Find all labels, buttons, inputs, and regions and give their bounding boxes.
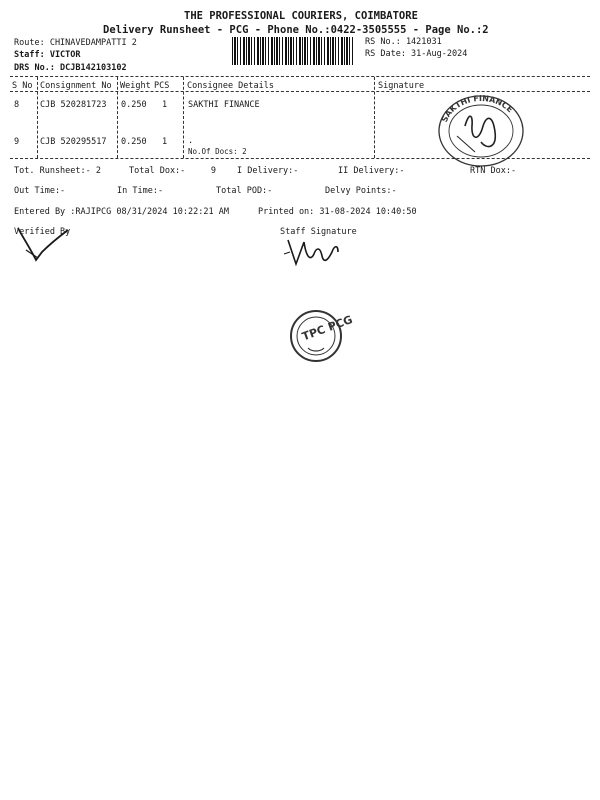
row-weight: 0.250 <box>121 137 147 147</box>
barcode <box>232 37 355 65</box>
tpc-pcg-stamp <box>286 306 355 366</box>
col-header-sno: S No <box>12 81 33 91</box>
row-consignee: . <box>188 136 194 146</box>
verified-by-label: Verified By <box>14 227 71 237</box>
drs-number: DRS No.: DCJB142103102 <box>14 63 127 73</box>
rs-date: RS Date: 31-Aug-2024 <box>365 49 468 59</box>
row-doc-count: No.Of Docs: 2 <box>188 147 247 156</box>
in-time: In Time:- <box>117 186 164 196</box>
entered-by: Entered By :RAJIPCG 08/31/2024 10:22:21 AM <box>14 207 229 217</box>
col-header-weight: Weight <box>120 81 151 91</box>
staff-signature-label: Staff Signature <box>280 227 357 237</box>
rs-number: RS No.: 1421031 <box>365 37 442 47</box>
row-pcs: 1 <box>162 137 168 147</box>
rtn-dox: RTN Dox:- <box>470 166 517 176</box>
staff-text: Staff: VICTOR <box>14 50 81 60</box>
col-header-pcs: PCS <box>154 81 170 91</box>
col-divider-3 <box>183 77 184 158</box>
stamp-pcg-text: TPC PCG <box>300 313 355 344</box>
route-text: Route: CHINAVEDAMPATTI 2 <box>14 38 137 48</box>
col-header-consignment: Consignment No <box>40 81 112 91</box>
ii-delivery: II Delivery:- <box>338 166 405 176</box>
svg-text:SAKTHI FINANCE <box>440 94 515 124</box>
col-header-signature: Signature <box>378 81 425 91</box>
col-divider-4 <box>374 77 375 158</box>
table-top-rule <box>10 76 590 77</box>
col-header-consignee: Consignee Details <box>187 81 274 91</box>
row-sno: 9 <box>14 137 20 147</box>
runsheet-subtitle: Delivery Runsheet - PCG - Phone No.:0422-3505555 - Page No.:2 <box>103 24 489 36</box>
row-weight: 0.250 <box>121 100 147 110</box>
i-delivery: I Delivery:- <box>237 166 299 176</box>
total-dox: Total Dox:- 9 <box>129 166 216 176</box>
col-divider-1 <box>37 77 38 158</box>
row-sno: 8 <box>14 100 20 110</box>
delvy-points: Delvy Points:- <box>325 186 397 196</box>
col-divider-2 <box>117 77 118 158</box>
out-time: Out Time:- <box>14 186 66 196</box>
row-consignment: CJB 520295517 <box>40 137 107 147</box>
row-consignment: CJB 520281723 <box>40 100 107 110</box>
tot-runsheet: Tot. Runsheet:- 2 <box>14 166 101 176</box>
row-consignee: SAKTHI FINANCE <box>188 100 260 110</box>
finance-stamp <box>435 92 527 170</box>
total-pod: Total POD:- <box>216 186 273 196</box>
row-pcs: 1 <box>162 100 168 110</box>
verified-signature <box>12 222 72 264</box>
stamp-finance-text: SAKTHI FINANCE <box>439 93 515 124</box>
printed-on: Printed on: 31-08-2024 10:40:50 <box>258 207 417 217</box>
staff-signature <box>282 234 342 270</box>
company-title: THE PROFESSIONAL COURIERS, COIMBATORE <box>184 10 418 22</box>
